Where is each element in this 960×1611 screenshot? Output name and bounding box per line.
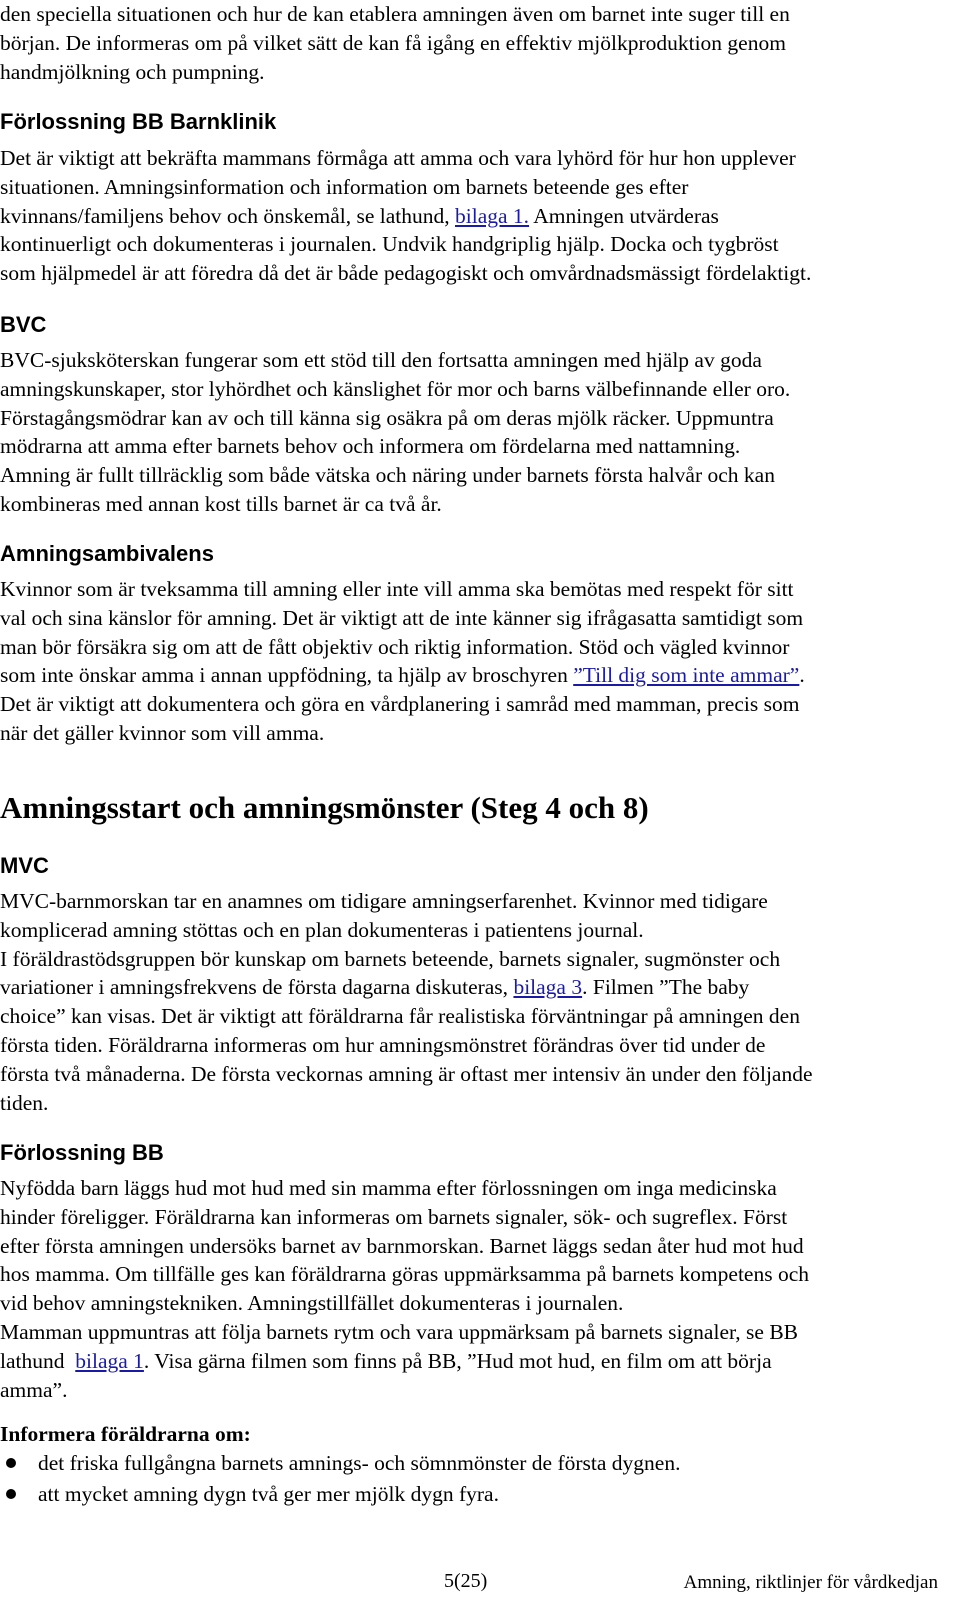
text-line: som hjälpmedel är att föredra då det är både pedagogiskt och omvårdnadsmässigt fördelaktigt. bbox=[0, 261, 812, 286]
heading-amningsambivalens: Amningsambivalens bbox=[0, 541, 214, 566]
paragraph-amningsambivalens bbox=[0, 575, 945, 748]
text-line: I föräldrastödsgruppen bör kunskap om barnets beteende, barnets signaler, sugmönster och bbox=[0, 946, 781, 971]
heading-forlossning-bb-barnklinik: Förlossning BB Barnklinik bbox=[0, 109, 277, 134]
text-line: Det är viktigt att dokumentera och göra en vårdplanering i samråd med mamman, precis som bbox=[0, 692, 800, 717]
link-bilaga-1[interactable]: bilaga 1. bbox=[455, 203, 530, 228]
text-line bbox=[0, 973, 945, 1002]
text-line: hinder föreligger. Föräldrarna kan informeras om barnets signaler, sök- och sugreflex. Först bbox=[0, 1204, 788, 1229]
text-line: amma”. bbox=[0, 1377, 68, 1402]
text-line: kontinuerligt och dokumenteras i journalen. Undvik handgriplig hjälp. Docka och tygbröst bbox=[0, 232, 779, 257]
paragraph-mvc bbox=[0, 887, 945, 1117]
text-line: handmjölkning och pumpning. bbox=[0, 59, 265, 84]
text-line: BVC-sjuksköterskan fungerar som ett stöd till den fortsatta amningen med hjälp av goda bbox=[0, 348, 762, 372]
link-till-dig-som-inte-ammar[interactable]: ”Till dig som inte ammar” bbox=[573, 663, 800, 688]
text-span: kvinnans/familjens behov och önskemål, se lathund, bbox=[0, 203, 455, 228]
text-line: början. De informeras om på vilket sätt de kan få igång en effektiv mjölkproduktion genom bbox=[0, 30, 786, 55]
inform-heading: Informera föräldrarna om: bbox=[0, 1422, 251, 1446]
text-line: vid behov amningstekniken. Amningstillfället dokumenteras i journalen. bbox=[0, 1291, 624, 1316]
text-line: Amning är fullt tillräcklig som både vätska och näring under barnets första halvår och kan bbox=[0, 463, 775, 488]
text-line: efter första amningen undersöks barnet av barnmorskan. Barnet läggs sedan åter hud mot hud bbox=[0, 1233, 804, 1258]
text-span: Amningen utvärderas bbox=[529, 203, 719, 228]
text-line: komplicerad amning stöttas och en plan dokumenteras i patientens journal. bbox=[0, 917, 644, 942]
text-span: som inte önskar amma i annan uppfödning, ta hjälp av broschyren bbox=[0, 663, 574, 688]
text-line: Kvinnor som är tveksamma till amning eller inte vill amma ska bemötas med respekt för sitt bbox=[0, 577, 794, 601]
text-span: lathund bbox=[0, 1348, 76, 1373]
list-item-text: att mycket amning dygn två ger mer mjölk dygn fyra. bbox=[38, 1482, 499, 1506]
paragraph-bvc bbox=[0, 346, 945, 519]
bullet-icon bbox=[6, 1489, 16, 1499]
text-line bbox=[0, 661, 945, 690]
list-item-text: det friska fullgångna barnets amnings- och sömnmönster de första dygnen. bbox=[38, 1451, 681, 1475]
text-line bbox=[0, 202, 945, 231]
text-line: första tiden. Föräldrarna informeras om hur amningsmönstret förändras över tid under de bbox=[0, 1032, 766, 1057]
link-bilaga-3[interactable]: bilaga 3 bbox=[513, 975, 583, 1000]
heading-mvc: MVC bbox=[0, 853, 49, 878]
text-line: Nyfödda barn läggs hud mot hud med sin mamma efter förlossningen om inga medicinska bbox=[0, 1176, 777, 1200]
heading-bvc: BVC bbox=[0, 312, 47, 337]
text-line: när det gäller kvinnor som vill amma. bbox=[0, 720, 325, 745]
text-line bbox=[0, 1347, 945, 1376]
text-line: MVC-barnmorskan tar en anamnes om tidigare amningserfarenhet. Kvinnor med tidigare bbox=[0, 889, 768, 913]
inform-list bbox=[0, 1448, 680, 1510]
text-line: Det är viktigt att bekräfta mammans förmåga att amma och vara lyhörd för hur hon upplever bbox=[0, 146, 796, 170]
text-line: man bör försäkra sig om att de fått objektiv och riktig information. Stöd och vägled kvinnor bbox=[0, 634, 790, 659]
text-line: amningskunskaper, stor lyhördhet och känslighet för mor och barns välbefinnande eller oro. bbox=[0, 376, 791, 401]
text-line: val och sina känslor för amning. Det är viktigt att de inte känner sig ifrågasatta samtidigt som bbox=[0, 605, 804, 630]
list-item bbox=[0, 1479, 680, 1510]
list-item bbox=[0, 1448, 680, 1479]
text-span: . Visa gärna filmen som finns på BB, ”Hud mot hud, en film om att börja bbox=[143, 1348, 772, 1373]
text-line: mödrarna att amma efter barnets behov och informera om fördelarna med nattamning. bbox=[0, 434, 741, 459]
text-line: situationen. Amningsinformation och information om barnets beteende ges efter bbox=[0, 174, 689, 199]
document-title-footer: Amning, riktlinjer för vårdkedjan bbox=[683, 1572, 938, 1593]
page-number: 5(25) bbox=[444, 1570, 488, 1592]
text-line: den speciella situationen och hur de kan etablera amningen även om barnet inte suger till en bbox=[0, 2, 790, 26]
link-bilaga-1[interactable]: bilaga 1 bbox=[75, 1348, 144, 1373]
text-line: första två månaderna. De första veckornas amning är oftast mer intensiv än under den följande bbox=[0, 1061, 813, 1086]
text-span: . Filmen ”The baby bbox=[582, 975, 750, 1000]
text-line: Mamman uppmuntras att följa barnets rytm och vara uppmärksam på barnets signaler, se BB bbox=[0, 1319, 799, 1344]
text-span: . bbox=[799, 663, 805, 688]
chapter-title: Amningsstart och amningsmönster (Steg 4 och 8) bbox=[0, 790, 649, 825]
heading-forlossning-bb: Förlossning BB bbox=[0, 1140, 164, 1165]
paragraph-forlossning-bb bbox=[0, 1174, 945, 1404]
text-line: hos mamma. Om tillfälle ges kan föräldrarna göras uppmärksamma på barnets kompetens och bbox=[0, 1262, 809, 1287]
intro-paragraph bbox=[0, 0, 945, 86]
text-line: Förstagångsmödrar kan av och till känna sig osäkra på om deras mjölk räcker. Uppmuntra bbox=[0, 405, 774, 430]
text-span: variationer i amningsfrekvens de första dagarna diskuteras, bbox=[0, 975, 514, 1000]
text-line: tiden. bbox=[0, 1090, 49, 1115]
text-line: kombineras med annan kost tills barnet är ca två år. bbox=[0, 491, 442, 516]
paragraph-forlossning-bb-barnklinik bbox=[0, 144, 945, 288]
bullet-icon bbox=[6, 1458, 16, 1468]
text-line: choice” kan visas. Det är viktigt att föräldrarna får realistiska förväntningar på amningen den bbox=[0, 1004, 800, 1029]
